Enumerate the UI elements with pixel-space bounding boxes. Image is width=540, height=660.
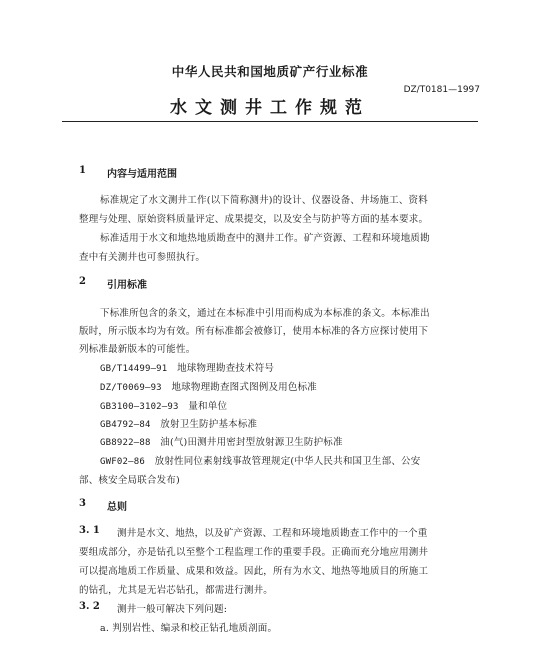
section-1-paragraph-1-line-2: 整理与处理、原始资料质量评定、成果提交，以及安全与防护等方面的基本要求。 — [79, 214, 429, 225]
section-1-paragraph-2-line-1: 标准适用于水文和地热地质勘查中的测井工作。矿产资源、工程和环境地质勘 — [100, 233, 430, 244]
document-title: 水文测井工作规范 — [170, 98, 370, 118]
standard-code: DZ/T0181—1997 — [403, 85, 480, 95]
reference-continuation: 部、核安全局联合发布) — [79, 475, 180, 486]
clause-3-1-line-3: 可以提高地质工作质量、成果和效益。因此，所有为水文、地热等地质目的所施工 — [79, 566, 429, 577]
reference-name: 放射性同位素射线事故管理规定(中华人民共和国卫生部、公安 — [154, 456, 421, 467]
reference-name: 量和单位 — [188, 401, 228, 412]
reference-item — [100, 453, 420, 467]
section-1-paragraph-1-line-1: 标准规定了水文测井工作(以下简称测井)的设计、仪器设备、井场施工、资料 — [100, 195, 428, 206]
section-1-number: 1 — [79, 165, 86, 176]
clause-3-2-number: 3. 2 — [79, 601, 100, 612]
reference-code: GB4792—84 — [100, 420, 151, 430]
reference-name: 放射卫生防护基本标准 — [160, 419, 258, 430]
section-1-title: 内容与适用范围 — [107, 169, 177, 180]
reference-name: 地球物理勘查图式图例及用色标准 — [171, 382, 317, 393]
reference-item — [100, 379, 317, 393]
section-2-title: 引用标准 — [107, 280, 147, 291]
reference-name: 油(气)田测井用密封型放射源卫生防护标准 — [160, 437, 343, 448]
standard-category-title: 中华人民共和国地质矿产行业标准 — [171, 64, 369, 79]
reference-code: GB8922—88 — [100, 438, 151, 448]
clause-3-1-line-1: 测井是水文、地热，以及矿产资源、工程和环境地质勘查工作中的一个重 — [117, 528, 428, 539]
section-2-number: 2 — [79, 276, 86, 287]
reference-item — [100, 360, 274, 374]
section-3-title: 总则 — [107, 502, 127, 513]
reference-code: GWF02—86 — [100, 457, 145, 467]
section-2-intro-line-2: 版时，所示版本均为有效。所有标准都会被修订，使用本标准的各方应探讨使用下 — [79, 326, 429, 337]
section-2-intro-line-1: 下标准所包含的条文，通过在本标准中引用而构成为本标准的条文。本标准出 — [100, 308, 430, 319]
clause-3-1-line-2: 要组成部分，亦是钻孔以至整个工程监理工作的重要手段。正确而充分地应用测井 — [79, 547, 429, 558]
section-3-number: 3 — [79, 498, 86, 509]
reference-item — [100, 398, 227, 412]
reference-code: DZ/T0069—93 — [100, 383, 162, 393]
reference-name: 地球物理勘查技术符号 — [177, 363, 275, 374]
clause-3-1-line-4: 的钻孔，尤其是无岩芯钻孔，都需进行测井。 — [79, 585, 274, 596]
section-2-intro-line-3: 列标准最新版本的可能性。 — [79, 344, 196, 355]
clause-3-1-number: 3. 1 — [79, 525, 100, 536]
reference-code: GB3100—3102—93 — [100, 402, 179, 412]
header-rule — [62, 121, 478, 122]
reference-code: GB/T14499—91 — [100, 364, 168, 374]
section-1-paragraph-2-line-2: 查中有关测井也可参照执行。 — [79, 252, 206, 263]
list-item-a: a. 判别岩性、编录和校正钻孔地质剖面。 — [100, 623, 278, 634]
clause-3-2-text: 测井一般可解决下列问题: — [117, 604, 228, 615]
reference-item — [100, 434, 343, 448]
reference-item — [100, 416, 257, 430]
